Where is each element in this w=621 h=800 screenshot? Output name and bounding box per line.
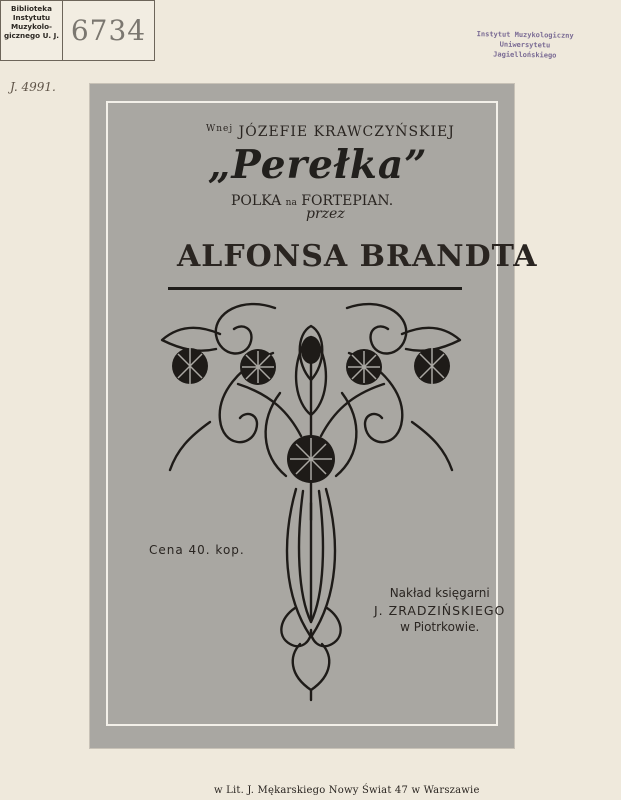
publisher-line: Nakład księgarni [389,586,490,600]
stamp-line: Uniwersytetu Jagiellońskiego [493,40,557,60]
library-label-line: gicznego U. J. [3,31,60,40]
library-label-line: Instytutu [12,13,51,22]
institute-stamp [470,29,581,61]
handwritten-reference: J. 4991. [10,80,56,94]
stamp-line: Instytut Muzykologiczny [476,30,574,40]
subtitle-small: na [285,198,297,208]
subtitle-end: FORTEPIAN. [301,193,394,209]
publisher-city: w Piotrkowie. [400,620,480,634]
dedication [205,124,455,140]
art-nouveau-ornament [150,292,472,708]
publisher [374,585,505,636]
library-label-text [1,1,63,60]
price: Cena 40. kop. [149,543,245,557]
dedication-prefix: Wnej [206,124,234,134]
printer-footer: w Lit. J. Mękarskiego Nowy Świat 47 w Warszawie [214,785,480,796]
title-rule [168,287,462,290]
cover-title: „Perełka” [208,142,428,188]
library-number: 6734 [70,14,147,47]
dedication-name: JÓZEFIE KRAWCZYŃSKIEJ [238,124,455,140]
library-label-line: Muzykolo- [10,22,53,31]
przez: przez [306,206,345,222]
publisher-name: J. ZRADZIŃSKIEGO [374,603,506,618]
subtitle-main: POLKA [231,193,282,209]
library-label [0,0,155,61]
library-label-line: Biblioteka [11,4,52,13]
author: ALFONSA BRANDTA [177,239,538,274]
